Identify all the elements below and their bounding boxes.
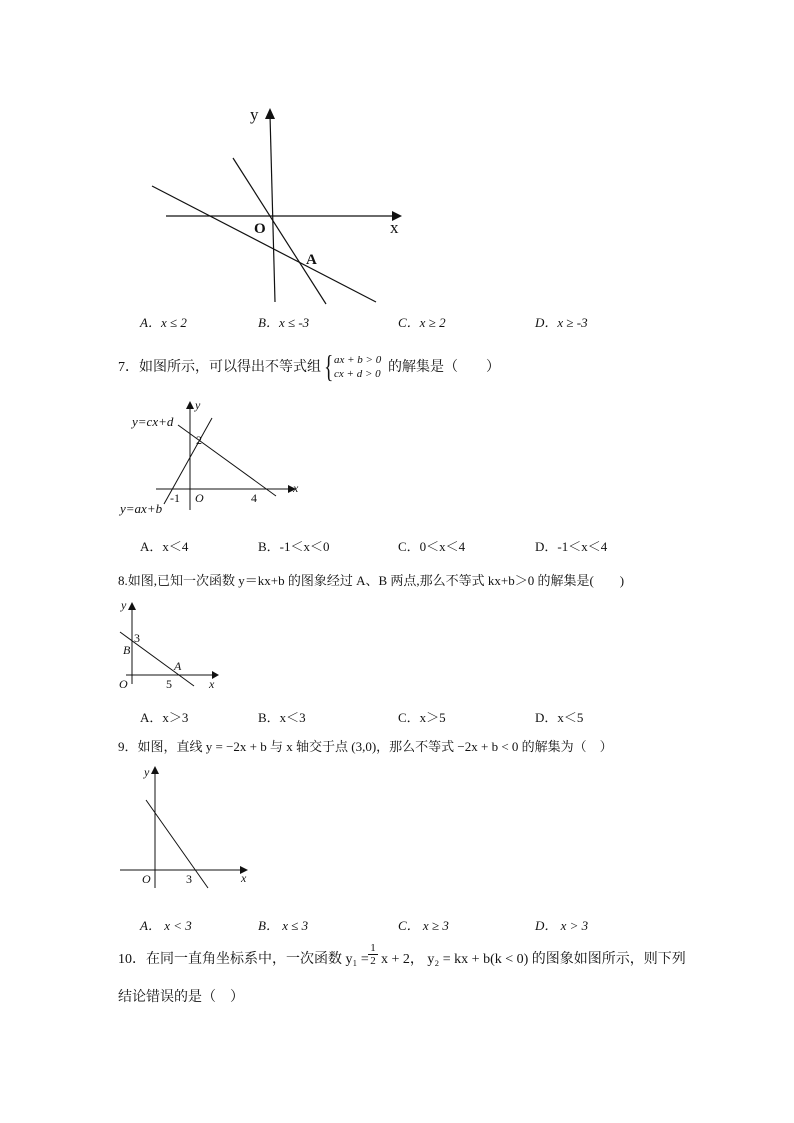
tick-minus-1: -1 [170,491,180,505]
q7-brace: { [324,348,334,384]
line-1 [152,186,376,302]
q7-option-c[interactable]: C．0＜x＜4 [398,539,466,554]
line-label-ax-b: y=ax+b [120,501,163,516]
x-label: x [241,871,247,885]
y-axis-arrow [128,602,136,610]
y-axis [270,115,275,302]
q10-fraction-denominator: 2 [370,955,376,967]
q8-option-c[interactable]: C．x＞5 [398,710,446,725]
line-ax-b [178,425,276,496]
tick-3: 3 [186,872,192,886]
x-label: x [293,481,299,495]
q7-text-suffix: 的解集是（ ） [388,360,500,375]
tick-3: 3 [134,631,140,645]
q10-text-middle: x + 2， y₂ = kx + b(k < 0) 的图象如图所示，则下列 [381,952,686,967]
q8-option-a[interactable]: A．x＞3 [140,710,189,725]
tick-5: 5 [166,677,172,691]
point-a-label: A [174,659,182,673]
q6-option-a[interactable]: A．x ≤ 2 [140,315,187,330]
y-axis-arrow [265,108,275,119]
y-label: y [250,105,259,124]
q6-option-c[interactable]: C．x ≥ 2 [398,315,446,330]
q10-text-prefix: 10．在同一直角坐标系中，一次函数 y₁ = [118,952,369,967]
origin-label: O [142,872,151,886]
q9-option-a[interactable]: A． x < 3 [140,918,192,933]
q9-stem: 9．如图，直线 y = −2x + b 与 x 轴交于点 (3,0)，那么不等式 −2x + b < 0 的解集为（ ） [118,739,613,754]
q8-option-d[interactable]: D．x＜5 [535,710,584,725]
point-a-label: A [306,252,317,268]
origin-label: O [195,491,204,505]
y-axis-arrow [186,401,194,409]
q8-figure [118,596,228,692]
x-label: x [209,677,215,691]
q6-option-b[interactable]: B．x ≤ -3 [258,315,310,330]
q10-fraction [368,942,378,967]
line-label-cx-d: y=cx+d [132,414,174,429]
origin-label: O [119,677,128,691]
q6-figure [140,100,420,310]
q7-option-a[interactable]: A．x＜4 [140,539,189,554]
q9-option-c[interactable]: C． x ≥ 3 [398,918,449,933]
q10-text-line2: 结论错误的是（ ） [118,990,244,1005]
tick-4: 4 [251,491,257,505]
line-2 [233,158,326,304]
q7-option-b[interactable]: B．-1＜x＜0 [258,539,330,554]
q9-figure [118,760,258,892]
q7-text-prefix: 7．如图所示，可以得出不等式组 [118,360,321,375]
y-label: y [144,765,150,779]
y-axis-arrow [151,766,159,774]
q8-stem: 8.如图,已知一次函数 y＝kx+b 的图象经过 A、B 两点,那么不等式 kx+b＞0 的解集是( ) [118,573,625,588]
x-label: x [390,218,399,237]
q6-option-d[interactable]: D．x ≥ -3 [535,315,588,330]
q7-inequality-2: cx + d > 0 [334,368,381,380]
q10-fraction-numerator: 1 [368,942,378,955]
point-b-label: B [123,643,131,657]
origin-label: O [254,221,266,237]
line-kx-b [120,632,194,686]
q7-option-d[interactable]: D．-1＜x＜4 [535,539,608,554]
q9-option-d[interactable]: D． x > 3 [535,918,589,933]
q9-option-b[interactable]: B． x ≤ 3 [258,918,309,933]
q8-option-b[interactable]: B．x＜3 [258,710,306,725]
q7-system [334,353,381,381]
tick-2: 2 [196,433,202,447]
y-label: y [195,398,201,412]
y-label: y [121,598,127,612]
q7-figure [118,398,318,520]
q7-inequality-1: ax + b > 0 [334,354,382,366]
